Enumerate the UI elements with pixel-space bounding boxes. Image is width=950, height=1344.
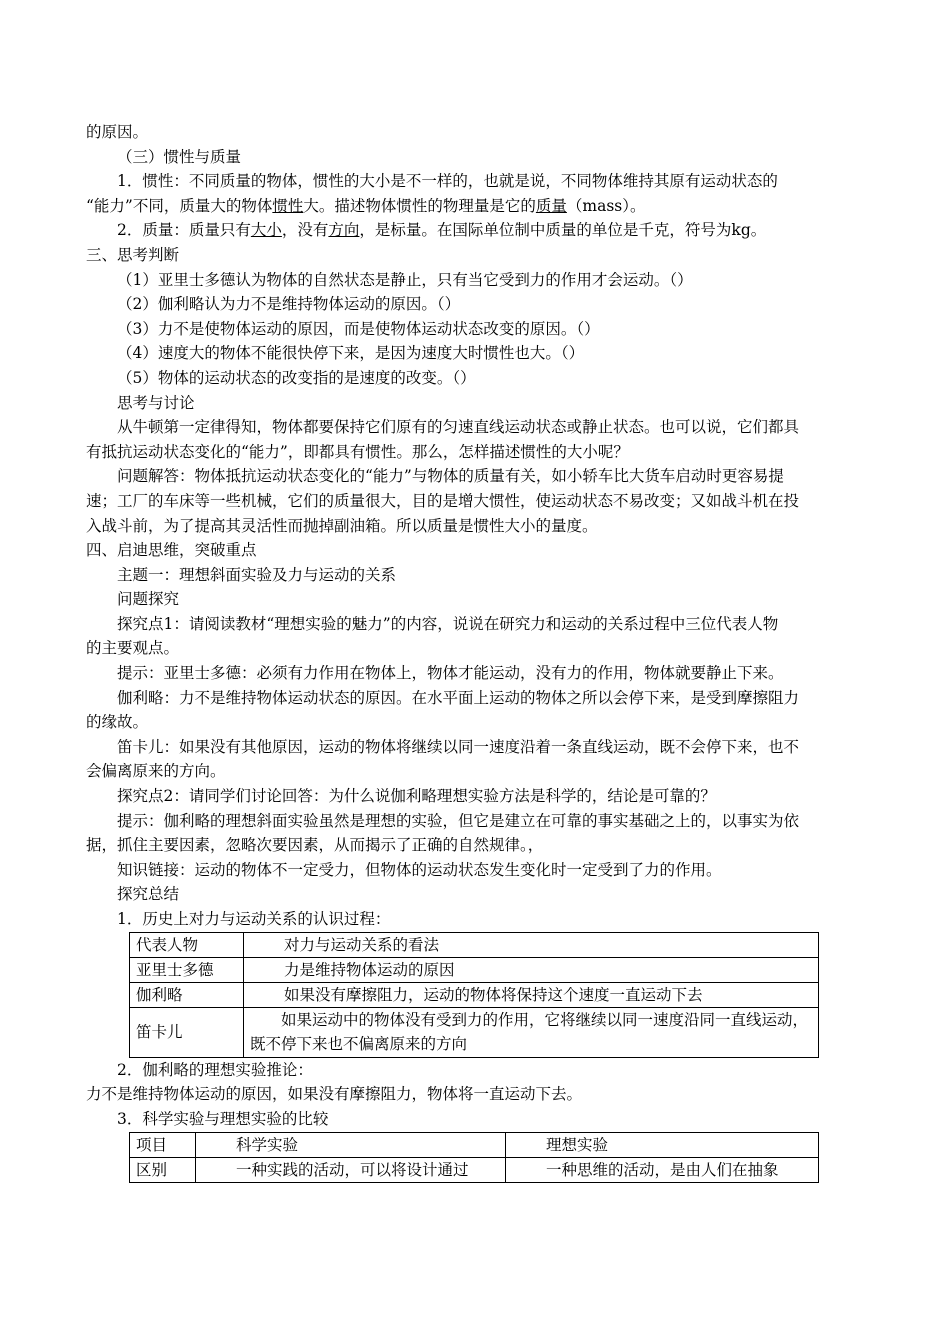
text-line: 力不是维持物体运动的原因，如果没有摩擦阻力，物体将一直运动下去。 — [86, 1085, 583, 1104]
underlined-term: 惯性 — [272, 196, 304, 215]
summary-heading: 探究总结 — [117, 885, 180, 904]
text-line: 提示：亚里士多德：必须有力作用在物体上，物体才能运动，没有力的作用，物体就要静止下来。 — [117, 664, 784, 683]
judgement-item: （4）速度大的物体不能很快停下来，是因为速度大时惯性也大。（） — [117, 344, 585, 363]
text-line: 探究点1：请阅读教材“理想实验的魅力”的内容，说说在研究力和运动的关系过程中三位代表人物 — [117, 614, 779, 633]
table-cell: 如果没有摩擦阻力，运动的物体将保持这个速度一直运动下去 — [244, 982, 819, 1007]
judgement-item: （2）伽利略认为力不是维持物体运动的原因。（） — [117, 295, 461, 314]
topic-heading: 主题一：理想斜面实验及力与运动的关系 — [117, 565, 397, 584]
judgement-item: （1）亚里士多德认为物体的自然状态是静止，只有当它受到力的作用才会运动。（） — [117, 270, 693, 289]
table-cell: 一种思维的活动，是由人们在抽象 — [506, 1157, 819, 1182]
text-span: 2．质量：质量只有 — [117, 221, 251, 240]
text-line: 1．惯性：不同质量的物体，惯性的大小是不一样的，也就是说，不同物体维持其原有运动状态的 — [117, 172, 778, 191]
table-row — [130, 957, 819, 982]
table-row — [130, 1157, 819, 1182]
text-line: 知识链接：运动的物体不一定受力，但物体的运动状态发生变化时一定受到了力的作用。 — [117, 860, 722, 879]
text-line: 有抵抗运动状态变化的“能力”，即都具有惯性。那么，怎样描述惯性的大小呢？ — [86, 442, 629, 461]
underlined-term: 大小 — [250, 221, 282, 240]
table-row — [130, 1007, 819, 1057]
discussion-heading: 思考与讨论 — [117, 393, 195, 412]
text-span: ，是标量。在国际单位制中质量的单位是千克，符号为kg。 — [359, 221, 767, 240]
text-line — [86, 218, 834, 243]
table-cell: 力是维持物体运动的原因 — [244, 957, 819, 982]
underlined-term: 方向 — [328, 221, 360, 240]
table-header-cell: 项目 — [130, 1132, 196, 1157]
text-line: 问题解答：物体抵抗运动状态变化的“能力”与物体的质量有关，如小轿车比大货车启动时更容易提 — [117, 467, 784, 486]
text-line: 入战斗前，为了提高其灵活性而抛掉副油箱。所以质量是惯性大小的量度。 — [86, 516, 598, 535]
section-heading: 四、启迪思维，突破重点 — [86, 541, 257, 560]
table-header-row — [130, 932, 819, 957]
text-line: 会偏离原来的方向。 — [86, 762, 226, 781]
text-span: （mass）。 — [566, 196, 646, 215]
table-row — [130, 982, 819, 1007]
table-header-cell: 科学实验 — [196, 1132, 506, 1157]
document-page — [86, 120, 834, 1183]
section-heading: 三、思考判断 — [86, 245, 180, 264]
text-line: 3．科学实验与理想实验的比较 — [117, 1109, 329, 1128]
text-span: ，没有 — [281, 221, 329, 240]
table-cell: 笛卡儿 — [130, 1007, 244, 1057]
text-span: “能力”不同，质量大的物体 — [86, 196, 273, 215]
table-cell: 伽利略 — [130, 982, 244, 1007]
table-cell: 区别 — [130, 1157, 196, 1182]
text-line — [86, 194, 834, 219]
table-header-cell: 理想实验 — [506, 1132, 819, 1157]
text-line: 速；工厂的车床等一些机械，它们的质量很大，目的是增大惯性，使运动状态不易改变；又如战斗机在投 — [86, 491, 800, 510]
inquiry-heading: 问题探究 — [117, 590, 180, 609]
text-line: 笛卡儿：如果没有其他原因，运动的物体将继续以同一速度沿着一条直线运动，既不会停下来，也不 — [117, 737, 800, 756]
table-cell: 亚里士多德 — [130, 957, 244, 982]
text-line: 1．历史上对力与运动关系的认识过程： — [117, 910, 391, 928]
text-line: 的原因。 — [86, 123, 149, 141]
table-cell: 如果运动中的物体没有受到力的作用，它将继续以同一速度沿同一直线运动，既不停下来也不偏离原来的方向 — [244, 1007, 819, 1057]
comparison-table — [129, 1132, 819, 1183]
table-cell: 一种实践的活动，可以将设计通过 — [196, 1157, 506, 1182]
table-header-cell: 对力与运动关系的看法 — [244, 932, 819, 957]
table-header-row — [130, 1132, 819, 1157]
table-header-cell: 代表人物 — [130, 932, 244, 957]
text-line: 提示：伽利略的理想斜面实验虽然是理想的实验，但它是建立在可靠的事实基础之上的，以事实为依 — [117, 811, 800, 830]
history-table — [129, 932, 819, 1058]
judgement-item: （3）力不是使物体运动的原因，而是使物体运动状态改变的原因。（） — [117, 319, 600, 338]
text-line: 据，抓住主要因素，忽略次要因素，从而揭示了正确的自然规律。， — [86, 836, 544, 855]
judgement-item: （5）物体的运动状态的改变指的是速度的改变。（） — [117, 368, 476, 387]
text-line: 2．伽利略的理想实验推论： — [117, 1060, 313, 1079]
text-span: 大。描述物体惯性的物理量是它的 — [303, 196, 536, 215]
text-line: 伽利略：力不是维持物体运动状态的原因。在水平面上运动的物体之所以会停下来，是受到摩擦阻力 — [117, 688, 800, 707]
subsection-heading: （三）惯性与质量 — [117, 147, 242, 166]
text-line: 的缘故。 — [86, 713, 149, 732]
text-line: 的主要观点。 — [86, 639, 180, 658]
text-line: 从牛顿第一定律得知，物体都要保持它们原有的匀速直线运动状态或静止状态。也可以说，它们都具 — [117, 418, 800, 437]
text-line: 探究点2：请同学们讨论回答：为什么说伽利略理想实验方法是科学的，结论是可靠的？ — [117, 787, 716, 806]
underlined-term: 质量 — [535, 196, 567, 215]
